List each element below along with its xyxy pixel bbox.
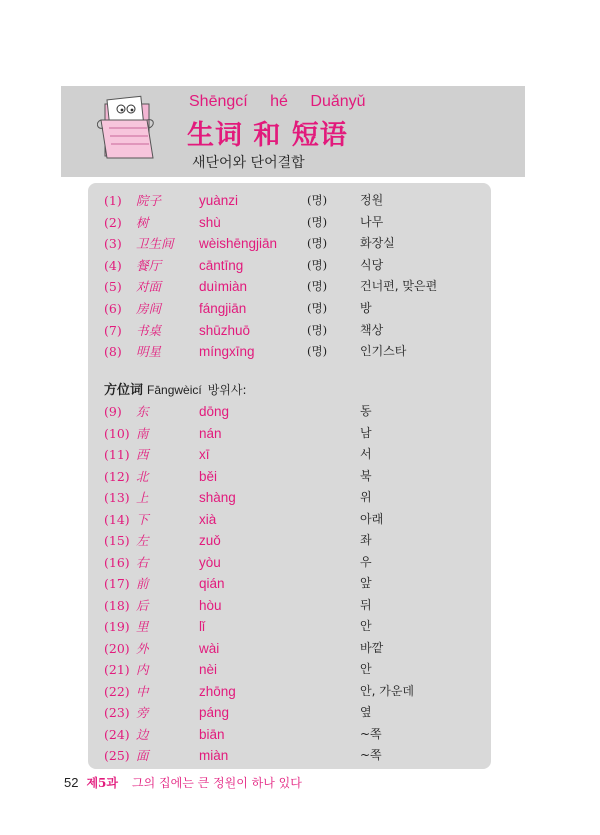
item-pinyin: nèi [199, 662, 218, 677]
item-part-of-speech: (명) [307, 257, 328, 272]
item-pinyin: fángjiān [199, 301, 247, 316]
page-footer [64, 775, 302, 791]
subheading-korean: 방위사: [207, 383, 247, 397]
item-part-of-speech: (명) [307, 322, 328, 337]
item-meaning: 뒤 [360, 597, 372, 612]
item-hanzi: 里 [136, 619, 149, 634]
item-meaning: 북 [360, 468, 372, 483]
item-number: (3) [104, 236, 122, 252]
item-number: (14) [104, 511, 130, 527]
subheading-chinese: 方位词 [104, 383, 144, 398]
page-number: 52 [64, 775, 79, 790]
item-meaning: 화장실 [360, 236, 395, 251]
vocabulary-panel [88, 183, 491, 769]
direction-row [88, 552, 491, 573]
vocab-row [88, 341, 491, 362]
item-meaning: 위 [360, 490, 372, 504]
item-hanzi: 东 [136, 404, 149, 419]
item-number: (23) [104, 705, 130, 720]
item-meaning: 방 [360, 301, 372, 315]
item-hanzi: 卫生间 [136, 236, 174, 252]
item-number: (16) [104, 554, 130, 570]
item-pinyin: duìmiàn [199, 279, 248, 295]
item-pinyin: xī [199, 447, 210, 462]
item-pinyin: qián [199, 576, 225, 591]
direction-row [88, 595, 491, 616]
direction-row [88, 659, 491, 680]
vocab-row [88, 212, 491, 233]
item-meaning: 정원 [360, 193, 384, 207]
item-pinyin: hòu [199, 597, 222, 613]
item-hanzi: 边 [136, 726, 149, 742]
item-pinyin: lǐ [199, 619, 205, 634]
direction-row [88, 509, 491, 530]
item-number: (12) [104, 468, 130, 484]
item-number: (22) [104, 683, 130, 699]
item-pinyin: nán [199, 425, 222, 441]
item-pinyin: zuǒ [199, 533, 221, 548]
direction-row [88, 616, 491, 637]
item-pinyin: shàng [199, 490, 236, 505]
item-number: (11) [104, 447, 130, 462]
direction-row [88, 745, 491, 766]
item-hanzi: 上 [136, 490, 149, 505]
direction-row [88, 638, 491, 659]
item-pinyin: dōng [199, 404, 230, 419]
vocab-row [88, 233, 491, 254]
item-hanzi: 西 [136, 447, 149, 462]
item-meaning: 좌 [360, 533, 372, 547]
item-part-of-speech: (명) [307, 214, 328, 229]
item-number: (21) [104, 662, 130, 677]
item-hanzi: 外 [136, 640, 149, 656]
item-number: (9) [104, 404, 122, 419]
section-header [61, 86, 525, 177]
item-part-of-speech: (명) [307, 236, 328, 251]
item-number: (19) [104, 619, 130, 634]
item-pinyin: páng [199, 705, 230, 720]
item-number: (10) [104, 425, 130, 441]
item-number: (8) [104, 344, 122, 360]
item-number: (17) [104, 576, 130, 591]
item-meaning: 서 [360, 447, 372, 461]
item-meaning: 식당 [360, 257, 384, 272]
item-pinyin: cāntīng [199, 257, 244, 273]
vocab-row [88, 298, 491, 319]
direction-row [88, 401, 491, 422]
item-pinyin: běi [199, 468, 218, 484]
item-meaning: 안 [360, 619, 372, 633]
item-pinyin: shūzhuō [199, 322, 251, 338]
item-meaning: 바깥 [360, 640, 384, 655]
vocab-row [88, 190, 491, 211]
direction-row [88, 702, 491, 723]
item-meaning: 동 [360, 404, 372, 418]
item-meaning: 나무 [360, 214, 384, 229]
item-pinyin: wèishēngjiān [199, 236, 278, 252]
item-hanzi: 左 [136, 533, 149, 548]
item-number: (25) [104, 748, 130, 763]
direction-row [88, 444, 491, 465]
item-hanzi: 中 [136, 683, 149, 699]
item-meaning: 인기스타 [360, 344, 407, 359]
direction-row [88, 487, 491, 508]
item-pinyin: biān [199, 726, 225, 742]
item-part-of-speech: (명) [307, 193, 328, 207]
item-pinyin: wài [199, 640, 220, 656]
item-meaning: ~쪽 [360, 748, 382, 762]
item-pinyin: míngxīng [199, 344, 255, 360]
item-hanzi: 餐厅 [136, 257, 162, 273]
item-number: (13) [104, 490, 130, 505]
directional-words-heading [104, 380, 247, 401]
item-meaning: 앞 [360, 576, 372, 590]
item-hanzi: 内 [136, 662, 149, 677]
item-hanzi: 右 [136, 554, 149, 570]
direction-row [88, 530, 491, 551]
item-number: (2) [104, 214, 122, 230]
item-part-of-speech: (명) [307, 301, 328, 315]
item-hanzi: 院子 [136, 193, 162, 208]
item-hanzi: 房间 [136, 301, 162, 316]
item-meaning: 건너편, 맞은편 [360, 279, 438, 294]
item-number: (15) [104, 533, 130, 548]
direction-row [88, 423, 491, 444]
item-meaning: 안 [360, 662, 372, 676]
folder-character-icon [97, 92, 155, 162]
item-hanzi: 树 [136, 214, 149, 230]
item-number: (24) [104, 726, 130, 742]
item-hanzi: 后 [136, 597, 149, 613]
item-pinyin: zhōng [199, 683, 236, 699]
item-hanzi: 书桌 [136, 322, 162, 338]
item-hanzi: 面 [136, 748, 149, 763]
item-number: (4) [104, 257, 122, 273]
item-meaning: 우 [360, 554, 372, 569]
item-meaning: 남 [360, 425, 372, 440]
item-number: (1) [104, 193, 122, 208]
item-meaning: ~쪽 [360, 726, 382, 741]
lesson-number: 제5과 [86, 776, 119, 790]
item-hanzi: 对面 [136, 279, 162, 295]
item-number: (6) [104, 301, 122, 316]
item-pinyin: shù [199, 214, 221, 230]
direction-row [88, 724, 491, 745]
vocab-row [88, 320, 491, 341]
item-pinyin: yuànzi [199, 193, 239, 208]
lesson-title: 그의 집에는 큰 정원이 하나 있다 [132, 776, 302, 790]
item-number: (20) [104, 640, 130, 656]
title-pinyin: Shēngcí hé Duǎnyǔ [189, 93, 366, 110]
vocab-row [88, 255, 491, 276]
item-part-of-speech: (명) [307, 279, 328, 294]
direction-row [88, 573, 491, 594]
title-korean: 새단어와 단어결합 [192, 155, 305, 171]
item-number: (7) [104, 322, 122, 338]
item-hanzi: 北 [136, 468, 149, 484]
item-hanzi: 前 [136, 576, 149, 591]
subheading-pinyin: Fāngwèicí [147, 383, 202, 397]
item-pinyin: xià [199, 511, 217, 527]
item-part-of-speech: (명) [307, 344, 328, 359]
direction-row [88, 681, 491, 702]
item-hanzi: 南 [136, 425, 149, 441]
item-number: (18) [104, 597, 130, 613]
item-hanzi: 明星 [136, 344, 162, 360]
item-hanzi: 旁 [136, 705, 149, 720]
item-meaning: 아래 [360, 511, 384, 526]
item-hanzi: 下 [136, 511, 149, 527]
direction-row [88, 466, 491, 487]
item-meaning: 옆 [360, 705, 372, 719]
title-chinese: 生词 和 短语 [187, 120, 348, 151]
item-pinyin: miàn [199, 748, 229, 763]
item-meaning: 안, 가운데 [360, 683, 414, 698]
item-meaning: 책상 [360, 322, 384, 337]
item-pinyin: yòu [199, 554, 221, 570]
item-number: (5) [104, 279, 122, 295]
vocab-row [88, 276, 491, 297]
